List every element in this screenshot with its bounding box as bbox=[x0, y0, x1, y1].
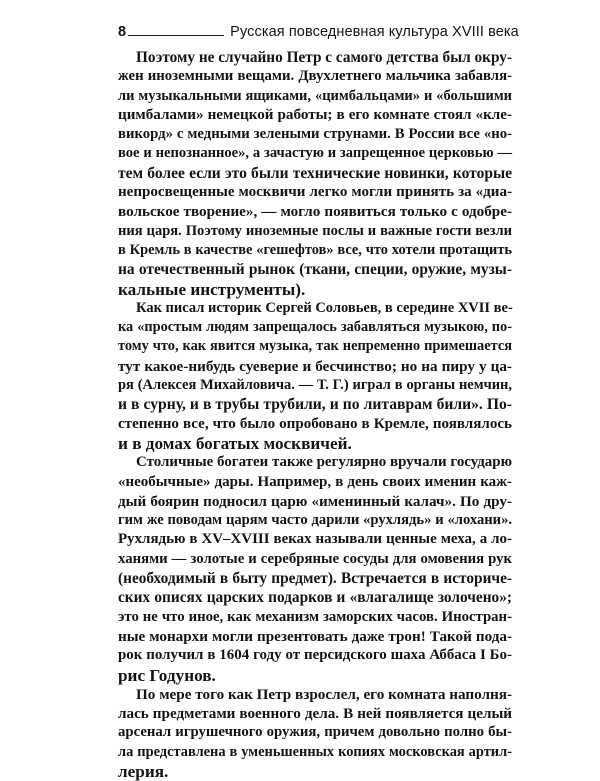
header-rule bbox=[128, 35, 224, 36]
text-line: и в сурну, и в трубы трубили, и по литаврам били». По- bbox=[118, 396, 512, 414]
paragraph-3 bbox=[118, 453, 512, 685]
text-line: непросвещенные москвичи легко могли принять за «диа- bbox=[118, 184, 512, 201]
text-line: тому что, как явится музыка, так непременно примешается bbox=[118, 338, 512, 355]
text-line: степенно все, что было опробовано в Кремле, появлялось bbox=[118, 415, 512, 432]
text-line: рис Годунов. bbox=[118, 665, 216, 685]
text-line: Столичные богатеи также регулярно вручали государю bbox=[136, 454, 512, 471]
text-line: тут какое-нибудь суеверие и бесчинство; но на пиру у ца- bbox=[118, 357, 512, 375]
paragraph-2 bbox=[118, 299, 512, 453]
text-line: арсенал игрушечного оружия, причем довольно полно бы- bbox=[118, 724, 512, 741]
text-line: Поэтому не случайно Петр с самого детства был окру- bbox=[136, 49, 512, 66]
body-text bbox=[118, 48, 512, 781]
text-line: лась предметами военного дела. В ней появляется целый bbox=[118, 705, 512, 723]
text-line: вольское творение», — могло появиться только с одобре- bbox=[118, 203, 512, 221]
text-line: «необычные» дары. Например, в день своих именин каж- bbox=[118, 473, 512, 490]
running-header bbox=[118, 20, 519, 40]
text-line: рок получил в 1604 году от персидского шаха Аббаса I Бо- bbox=[118, 647, 512, 664]
text-line: в Кремль в качестве «гешефтов» все, что хотели протащить bbox=[118, 241, 512, 258]
text-line: дый боярин подносил царю «именинный калач». По дру- bbox=[118, 492, 512, 510]
text-line: ли музыкальными ящиками, «цимбальцами» и «большими bbox=[118, 87, 512, 104]
text-line: (необходимый в быту предмет). Встречается в историче- bbox=[118, 570, 512, 588]
text-line: это не что иное, как механизм заморских часов. Иностран- bbox=[118, 608, 512, 625]
paragraph-4 bbox=[118, 685, 512, 781]
text-line: ния царя. Поэтому иноземные послы и важные гости везли bbox=[118, 222, 512, 239]
text-line: ные монархи могли презентовать даже трон! Такой пода- bbox=[118, 627, 512, 645]
text-line: Как писал историк Сергей Соловьев, в середине XVII ве- bbox=[136, 299, 513, 316]
text-line: гим же поводам царям часто дарили «рухлядь» и «лохани». bbox=[118, 512, 512, 529]
text-line: вое и непознанное», а зачастую и запрещенное церковью — bbox=[118, 145, 512, 162]
page-number: 8 bbox=[118, 24, 127, 40]
text-line: ханями — золотые и серебряные сосуды для омовения рук bbox=[118, 550, 512, 567]
text-line: Рухлядью в XV–XVIII веках называли ценные меха, а ло- bbox=[118, 531, 512, 548]
text-line: ря (Алексея Михайловича. — Т. Г.) играл в органы немчин, bbox=[118, 377, 512, 394]
text-line: викорд» с медными зелеными струнами. В России все «но- bbox=[118, 126, 512, 143]
text-line: ских описях царских подарков и «влагалище золочено»; bbox=[118, 589, 512, 607]
text-line: По мере того как Петр взрослел, его комната наполня- bbox=[136, 685, 512, 703]
book-title: Русская повседневная культура XVIII века bbox=[230, 24, 519, 40]
text-line: лерия. bbox=[118, 761, 169, 781]
text-line: и в домах богатых москвичей. bbox=[118, 433, 352, 453]
text-line: ла представлена в уменьшенных копиях московская артил- bbox=[118, 743, 512, 760]
text-line: цимбалами» немецкой работы; в его комнате стоял «кле- bbox=[118, 106, 512, 123]
text-line: жен иноземными вещами. Двухлетнего мальчика забавля- bbox=[118, 68, 512, 85]
text-line: кальные инструменты). bbox=[118, 279, 306, 299]
text-line: ка «простым людям запрещалось забавляться музыкою, по- bbox=[118, 319, 512, 336]
paragraph-1 bbox=[118, 48, 512, 299]
text-line: тем более если это были технические новинки, которые bbox=[118, 164, 512, 182]
text-line: на отечественный рынок (ткани, специи, оружие, музы- bbox=[118, 261, 512, 279]
